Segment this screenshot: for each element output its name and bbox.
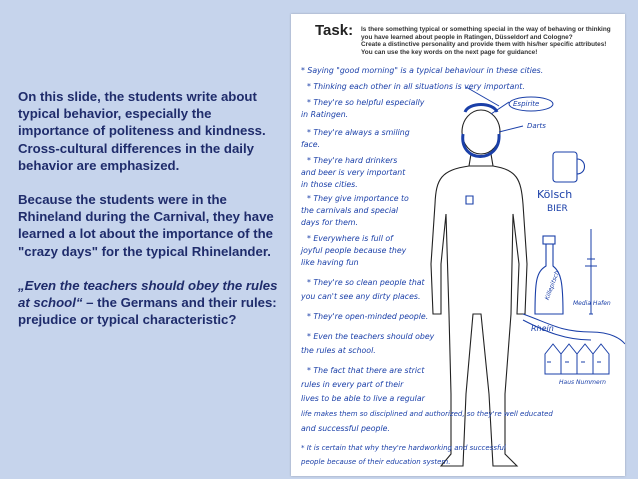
note-line: * They give importance to	[307, 194, 409, 203]
note-line: in those cities.	[301, 180, 358, 189]
houses-drawing	[545, 344, 609, 374]
note-line: and beer is very important	[301, 168, 406, 177]
note-line: * The fact that there are strict	[307, 366, 425, 375]
note-line: * Even the teachers should obey	[307, 332, 435, 341]
figure-hair	[465, 105, 497, 113]
note-line: * Saying "good morning" is a typical behaviour in these cities.	[301, 66, 544, 75]
label-koelsch: Kölsch	[537, 188, 573, 201]
note-line: the rules at school.	[301, 346, 376, 355]
note-line: like having fun	[301, 258, 359, 267]
rules-question: – the Germans and their rules: prejudice or typical characteristic?	[18, 295, 277, 328]
figure-beard	[463, 134, 499, 157]
note-line: you can't see any dirty places.	[301, 292, 421, 301]
label-houses: Haus Nummern	[559, 379, 606, 386]
note-line: * They're so helpful especially	[307, 98, 425, 107]
note-line: days for them.	[301, 218, 358, 227]
note-line: face.	[301, 140, 321, 149]
note-line: * They're open-minded people.	[307, 312, 429, 321]
note-line: in Ratingen.	[301, 110, 349, 119]
label-bottle: Killepitsch	[543, 269, 561, 302]
note-line: the carnivals and special	[301, 206, 399, 215]
worksheet-photo	[291, 14, 625, 476]
figure-body	[431, 166, 527, 466]
label-river: Rhein	[531, 324, 554, 333]
task-guidance: Create a distinctive personality and provide them with his/her specific attributes! You can use the key words on the next page for guidance!	[361, 41, 607, 56]
paragraph-rules	[18, 277, 280, 329]
label-darts: Darts	[527, 122, 546, 130]
mug-handle	[577, 159, 585, 174]
beer-mug	[553, 152, 577, 182]
note-line: rules in every part of their	[301, 380, 404, 389]
paragraph-politeness: On this slide, the students write about typical behavior, especially the importance of politeness and kindness. Cross-cultural differences in the daily behavior are emphasized.	[18, 89, 266, 173]
teachers-quote: „Even the teachers should obey the rules at school“	[18, 277, 278, 311]
note-line: people because of their education system.	[301, 458, 451, 466]
paragraph-carnival: Because the students were in the Rhineland during the Carnival, they have learned a lot about the importance of the "crazy days" for the typical Rhinelander.	[18, 192, 274, 259]
note-line: and successful people.	[301, 424, 390, 433]
task-question: Is there something typical or something special in the way of behaving or thinking you have learned about people in Ratingen, Düsseldorf and Cologne?	[361, 26, 611, 41]
note-line: * Thinking each other in all situations is very important.	[307, 82, 525, 91]
figure-badge	[466, 196, 473, 204]
note-line: life makes them so disciplined and authorized, so they're well educated	[301, 410, 553, 418]
task-label: Task:	[315, 22, 354, 39]
slide-description	[18, 88, 280, 345]
note-line: * It is certain that why they're hardworking and successful	[301, 444, 506, 452]
bottle-cap	[543, 236, 555, 244]
note-line: * They're so clean people that	[307, 278, 425, 287]
note-line: joyful people because they	[301, 246, 407, 255]
arrow-darts	[499, 126, 523, 132]
label-bier: BIER	[547, 204, 568, 214]
note-line: * Everywhere is full of	[307, 234, 393, 243]
label-espirite: Espirite	[513, 100, 540, 108]
label-tower: Media Hafen	[573, 300, 611, 307]
note-line: * They're always a smiling	[307, 128, 410, 137]
note-line: * They're hard drinkers	[307, 156, 398, 165]
figure-head	[462, 110, 500, 154]
note-line: lives to be able to live a regular	[301, 394, 425, 403]
bottle-outline	[535, 244, 563, 314]
